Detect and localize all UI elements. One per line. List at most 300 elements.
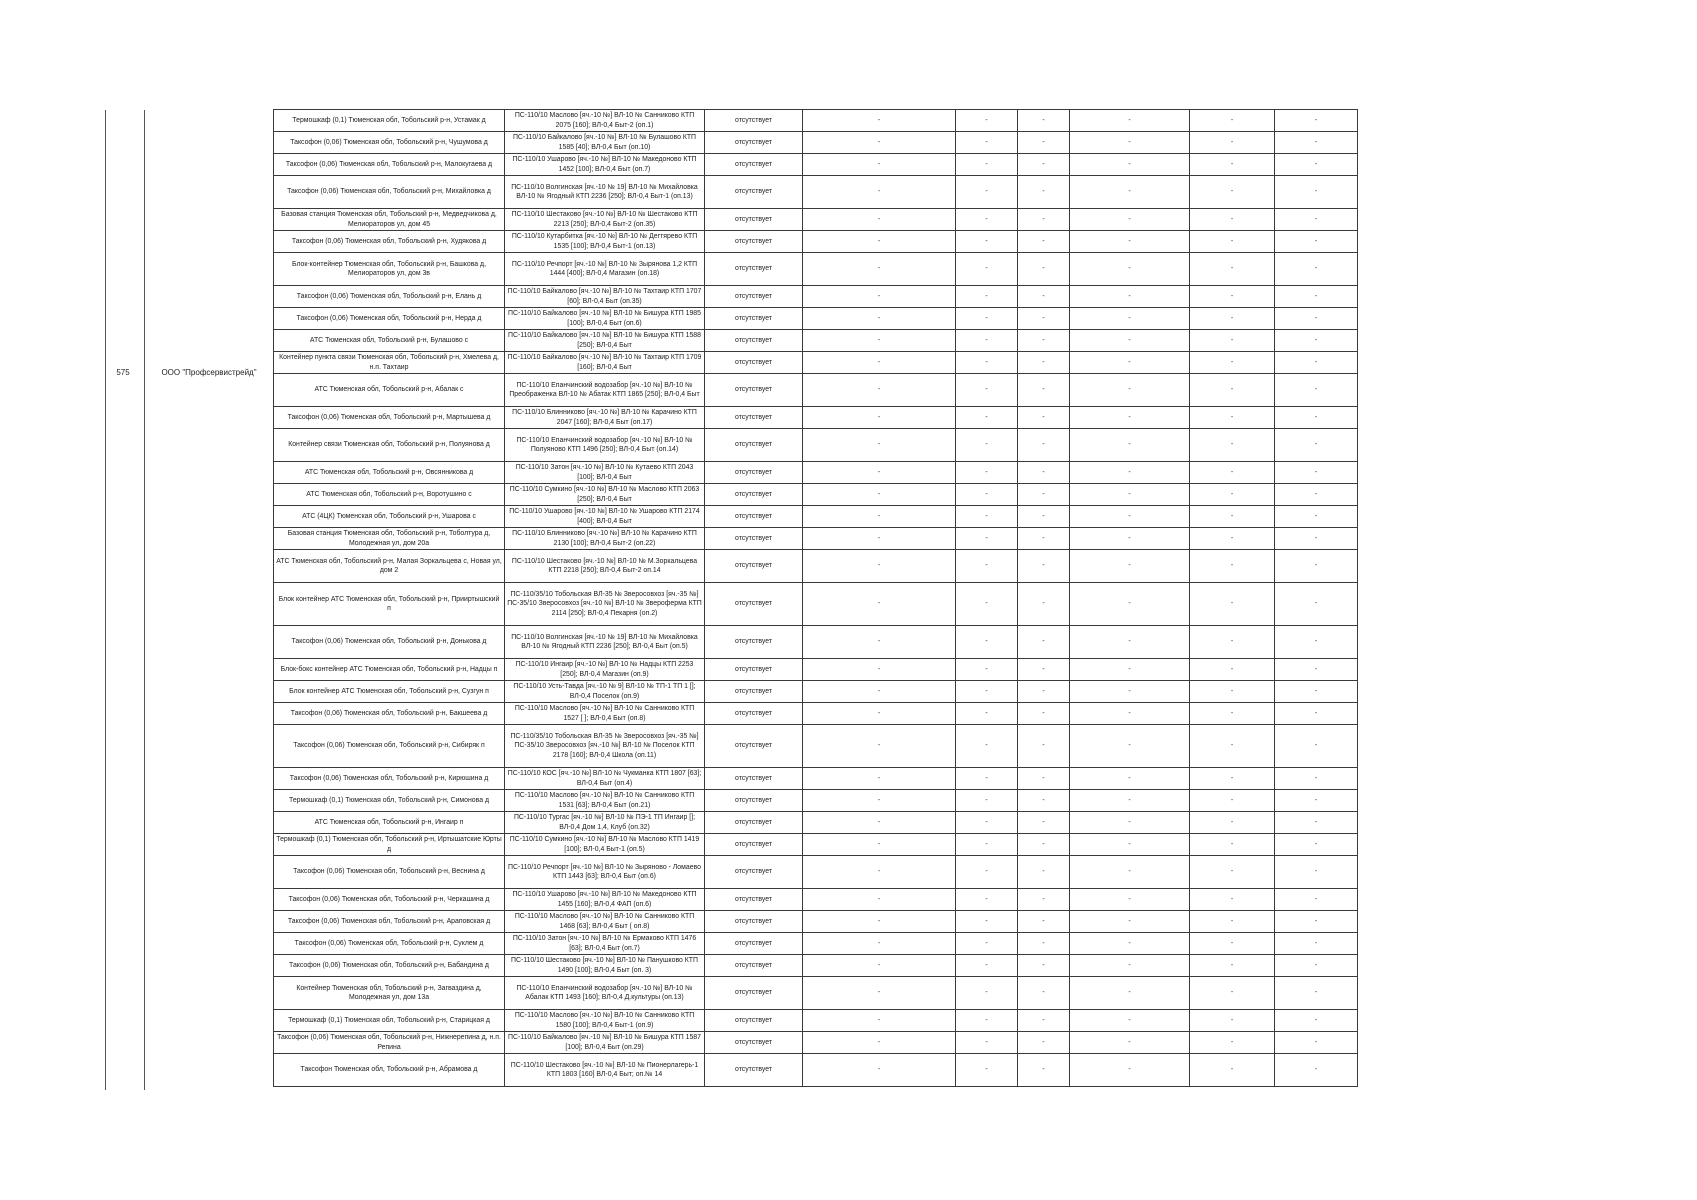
dash-cell: - bbox=[1275, 462, 1358, 484]
table-row bbox=[274, 209, 1358, 231]
table-row bbox=[274, 132, 1358, 154]
dash-cell: - bbox=[956, 768, 1018, 790]
status-cell: отсутствует bbox=[705, 790, 803, 812]
dash-cell: - bbox=[1018, 933, 1070, 955]
dash-cell: - bbox=[1190, 583, 1275, 626]
dash-cell: - bbox=[956, 1010, 1018, 1032]
status-cell: отсутствует bbox=[705, 933, 803, 955]
dash-cell: - bbox=[956, 253, 1018, 286]
dash-cell: - bbox=[1070, 834, 1190, 856]
connection-cell: ПС-110/10 Маслово [яч.-10 №] ВЛ-10 № Санниково КТП 1580 [100]; ВЛ-0,4 Быт-1 (оп.9) bbox=[505, 1010, 705, 1032]
dash-cell: - bbox=[1070, 407, 1190, 429]
object-cell: Таксофон Тюменская обл, Тобольский р-н, Абрамова д bbox=[274, 1054, 505, 1087]
dash-cell: - bbox=[1275, 330, 1358, 352]
object-cell: Таксофон (0,06) Тюменская обл, Тобольский р-н, Чушумова д bbox=[274, 132, 505, 154]
dash-cell: - bbox=[1190, 352, 1275, 374]
dash-cell: - bbox=[1190, 703, 1275, 725]
dash-cell: - bbox=[1018, 506, 1070, 528]
dash-cell: - bbox=[1070, 856, 1190, 889]
dash-cell: - bbox=[1070, 176, 1190, 209]
object-cell: АТС Тюменская обл, Тобольский р-н, Абалак с bbox=[274, 374, 505, 407]
dash-cell: - bbox=[1018, 955, 1070, 977]
connection-cell: ПС-110/10 Затон [яч.-10 №] ВЛ-10 № Ермаково КТП 1476 [63]; ВЛ-0,4 Быт (оп.7) bbox=[505, 933, 705, 955]
dash-cell: - bbox=[1275, 528, 1358, 550]
connection-cell: ПС-110/10 Ушарово [яч.-10 №] ВЛ-10 № Македоново КТП 1452 [100]; ВЛ-0,4 Быт (оп.7) bbox=[505, 154, 705, 176]
status-cell: отсутствует bbox=[705, 429, 803, 462]
dash-cell: - bbox=[1018, 231, 1070, 253]
object-cell: Блок-контейнер Тюменская обл, Тобольский р-н, Башкова д, Мелиораторов ул, дом 3в bbox=[274, 253, 505, 286]
dash-cell: - bbox=[803, 1054, 956, 1087]
dash-cell: - bbox=[1070, 506, 1190, 528]
dash-cell: - bbox=[1190, 790, 1275, 812]
connection-cell: ПС-110/10 КОС [яч.-10 №] ВЛ-10 № Чукманка КТП 1807 [63]; ВЛ-0,4 Быт (оп.4) bbox=[505, 768, 705, 790]
dash-cell: - bbox=[956, 889, 1018, 911]
dash-cell: - bbox=[1275, 977, 1358, 1010]
dash-cell: - bbox=[1275, 209, 1358, 231]
connection-cell: ПС-110/10 Ушарово [яч.-10 №] ВЛ-10 № Ушарово КТП 2174 [400]; ВЛ-0,4 Быт bbox=[505, 506, 705, 528]
dash-cell: - bbox=[1190, 110, 1275, 132]
dash-cell: - bbox=[1275, 1032, 1358, 1054]
status-cell: отсутствует bbox=[705, 308, 803, 330]
status-cell: отсутствует bbox=[705, 286, 803, 308]
object-cell: Таксофон (0,06) Тюменская обл, Тобольский р-н, Суклем д bbox=[274, 933, 505, 955]
connection-cell: ПС-110/10 Байкалово [яч.-10 №] ВЛ-10 № Тахтаир КТП 1709 [160]; ВЛ-0,4 Быт bbox=[505, 352, 705, 374]
dash-cell: - bbox=[1070, 330, 1190, 352]
status-cell: отсутствует bbox=[705, 583, 803, 626]
dash-cell: - bbox=[1070, 484, 1190, 506]
dash-cell: - bbox=[956, 286, 1018, 308]
dash-cell: - bbox=[1190, 889, 1275, 911]
dash-cell: - bbox=[803, 308, 956, 330]
dash-cell: - bbox=[1018, 528, 1070, 550]
connection-cell: ПС-110/10 Шестаково [яч.-10 №] ВЛ-10 № Пионерлагерь-1 КТП 1803 [160] ВЛ-0,4 Быт; оп.№ 14 bbox=[505, 1054, 705, 1087]
dash-cell: - bbox=[1190, 626, 1275, 659]
status-cell: отсутствует bbox=[705, 484, 803, 506]
dash-cell: - bbox=[1190, 506, 1275, 528]
dash-cell: - bbox=[1275, 790, 1358, 812]
table-row bbox=[274, 429, 1358, 462]
dash-cell: - bbox=[1190, 1032, 1275, 1054]
status-cell: отсутствует bbox=[705, 176, 803, 209]
dash-cell: - bbox=[956, 583, 1018, 626]
connection-cell: ПС-110/10 Кутарбитка [яч.-10 №] ВЛ-10 № Дегтярево КТП 1535 [100]; ВЛ-0,4 Быт-1 (оп.13) bbox=[505, 231, 705, 253]
dash-cell: - bbox=[956, 132, 1018, 154]
dash-cell: - bbox=[1190, 253, 1275, 286]
dash-cell: - bbox=[1275, 286, 1358, 308]
connection-cell: ПС-110/10 Байкалово [яч.-10 №] ВЛ-10 № Бишура КТП 1587 [100]; ВЛ-0,4 Быт (оп.29) bbox=[505, 1032, 705, 1054]
dash-cell: - bbox=[956, 955, 1018, 977]
dash-cell: - bbox=[1275, 132, 1358, 154]
dash-cell: - bbox=[956, 1054, 1018, 1087]
dash-cell: - bbox=[1275, 703, 1358, 725]
status-cell: отсутствует bbox=[705, 911, 803, 933]
dash-cell: - bbox=[1190, 176, 1275, 209]
dash-cell: - bbox=[1275, 374, 1358, 407]
dash-cell: - bbox=[956, 659, 1018, 681]
dash-cell: - bbox=[956, 176, 1018, 209]
dash-cell: - bbox=[803, 528, 956, 550]
connection-cell: ПС-110/10 Байкалово [яч.-10 №] ВЛ-10 № Булашово КТП 1585 [40]; ВЛ-0,4 Быт (оп.10) bbox=[505, 132, 705, 154]
dash-cell: - bbox=[1275, 352, 1358, 374]
dash-cell: - bbox=[803, 506, 956, 528]
status-cell: отсутствует bbox=[705, 1032, 803, 1054]
dash-cell: - bbox=[1190, 725, 1275, 768]
dash-cell: - bbox=[956, 933, 1018, 955]
dash-cell: - bbox=[1190, 550, 1275, 583]
connection-cell: ПС-110/10 Волгинская [яч.-10 № 19] ВЛ-10 № Михайловка ВЛ-10 № Ягодный КТП 2236 [250]; ВЛ-0,4 Быт-1 (оп.13) bbox=[505, 176, 705, 209]
table-row bbox=[274, 768, 1358, 790]
dash-cell: - bbox=[1275, 407, 1358, 429]
status-cell: отсутствует bbox=[705, 550, 803, 583]
dash-cell: - bbox=[1070, 583, 1190, 626]
dash-cell: - bbox=[1275, 583, 1358, 626]
table-row bbox=[274, 484, 1358, 506]
dash-cell: - bbox=[1070, 429, 1190, 462]
dash-cell: - bbox=[956, 308, 1018, 330]
connection-cell: ПС-110/10 Шестаково [яч.-10 №] ВЛ-10 № М.Зоркальцева КТП 2218 [250]; ВЛ-0,4 Быт-2 оп.14 bbox=[505, 550, 705, 583]
dash-cell: - bbox=[1070, 790, 1190, 812]
dash-cell: - bbox=[956, 352, 1018, 374]
dash-cell: - bbox=[1018, 977, 1070, 1010]
status-cell: отсутствует bbox=[705, 352, 803, 374]
status-cell: отсутствует bbox=[705, 462, 803, 484]
table-row bbox=[274, 352, 1358, 374]
dash-cell: - bbox=[1018, 110, 1070, 132]
connection-cell: ПС-110/10 Байкалово [яч.-10 №] ВЛ-10 № Бишура КТП 1985 [100]; ВЛ-0,4 Быт (оп.6) bbox=[505, 308, 705, 330]
dash-cell: - bbox=[956, 703, 1018, 725]
dash-cell: - bbox=[1070, 703, 1190, 725]
dash-cell: - bbox=[956, 1032, 1018, 1054]
object-cell: Контейнер связи Тюменская обл, Тобольский р-н, Полуянова д bbox=[274, 429, 505, 462]
status-cell: отсутствует bbox=[705, 889, 803, 911]
object-cell: Таксофон (0,06) Тюменская обл, Тобольский р-н, Донькова д bbox=[274, 626, 505, 659]
dash-cell: - bbox=[803, 1010, 956, 1032]
dash-cell: - bbox=[1070, 933, 1190, 955]
table-row bbox=[274, 790, 1358, 812]
status-cell: отсутствует bbox=[705, 856, 803, 889]
dash-cell: - bbox=[1070, 659, 1190, 681]
dash-cell: - bbox=[956, 484, 1018, 506]
dash-cell: - bbox=[956, 154, 1018, 176]
connection-cell: ПС-110/10 Маслово [яч.-10 №] ВЛ-10 № Санниково КТП 1468 [63]; ВЛ-0,4 Быт ( оп.8) bbox=[505, 911, 705, 933]
dash-cell: - bbox=[1275, 856, 1358, 889]
object-cell: Термошкаф (0,1) Тюменская обл, Тобольский р-н, Симонова д bbox=[274, 790, 505, 812]
object-cell: Таксофон (0,06) Тюменская обл, Тобольский р-н, Нерда д bbox=[274, 308, 505, 330]
dash-cell: - bbox=[1018, 1010, 1070, 1032]
dash-cell: - bbox=[1190, 1010, 1275, 1032]
dash-cell: - bbox=[956, 330, 1018, 352]
dash-cell: - bbox=[1018, 253, 1070, 286]
status-cell: отсутствует bbox=[705, 977, 803, 1010]
dash-cell: - bbox=[803, 703, 956, 725]
object-cell: Таксофон (0,06) Тюменская обл, Тобольский р-н, Бабандина д bbox=[274, 955, 505, 977]
dash-cell: - bbox=[803, 231, 956, 253]
dash-cell: - bbox=[803, 889, 956, 911]
status-cell: отсутствует bbox=[705, 132, 803, 154]
dash-cell: - bbox=[1070, 462, 1190, 484]
table-row bbox=[274, 834, 1358, 856]
dash-cell: - bbox=[1275, 484, 1358, 506]
dash-cell: - bbox=[956, 462, 1018, 484]
status-cell: отсутствует bbox=[705, 812, 803, 834]
organization-name: ООО "Профсервистрейд" bbox=[161, 368, 257, 377]
dash-cell: - bbox=[1018, 834, 1070, 856]
dash-cell: - bbox=[1018, 154, 1070, 176]
dash-cell: - bbox=[1070, 286, 1190, 308]
dash-cell: - bbox=[956, 231, 1018, 253]
table-row bbox=[274, 703, 1358, 725]
connection-cell: ПС-110/10 Епанчинский водозабор [яч.-10 №] ВЛ-10 № Абалак КТП 1493 [160]; ВЛ-0,4 Д.культуры (оп.13) bbox=[505, 977, 705, 1010]
dash-cell: - bbox=[1070, 768, 1190, 790]
table-row bbox=[274, 1010, 1358, 1032]
left-border-line bbox=[105, 110, 106, 1090]
dash-cell: - bbox=[1190, 429, 1275, 462]
dash-cell: - bbox=[1190, 528, 1275, 550]
dash-cell: - bbox=[803, 286, 956, 308]
dash-cell: - bbox=[1070, 110, 1190, 132]
dash-cell: - bbox=[1190, 856, 1275, 889]
object-cell: Таксофон (0,06) Тюменская обл, Тобольский р-н, Мартышева д bbox=[274, 407, 505, 429]
dash-cell: - bbox=[956, 911, 1018, 933]
dash-cell: - bbox=[803, 132, 956, 154]
object-cell: Таксофон (0,06) Тюменская обл, Тобольский р-н, Сибиряк п bbox=[274, 725, 505, 768]
connection-cell: ПС-110/10 Сумкино [яч.-10 №] ВЛ-10 № Маслово КТП 1419 [100]; ВЛ-0,4 Быт-1 (оп.5) bbox=[505, 834, 705, 856]
dash-cell: - bbox=[803, 429, 956, 462]
dash-cell: - bbox=[803, 834, 956, 856]
dash-cell: - bbox=[1275, 812, 1358, 834]
dash-cell: - bbox=[1190, 132, 1275, 154]
dash-cell: - bbox=[1275, 955, 1358, 977]
object-cell: АТС Тюменская обл, Тобольский р-н, Булашово с bbox=[274, 330, 505, 352]
dash-cell: - bbox=[1070, 725, 1190, 768]
connection-cell: ПС-110/10 Байкалово [яч.-10 №] ВЛ-10 № Бишура КТП 1588 [250]; ВЛ-0,4 Быт bbox=[505, 330, 705, 352]
object-cell: Таксофон (0,06) Тюменская обл, Тобольский р-н, Михайловка д bbox=[274, 176, 505, 209]
connection-cell: ПС-110/10 Тургас [яч.-10 №] ВЛ-10 № ПЭ-1 ТП Ингаир []; ВЛ-0,4 Дом 1,4, Клуб (оп.32) bbox=[505, 812, 705, 834]
connection-cell: ПС-110/10 Речпорт [яч.-10 №] ВЛ-10 № Зыряново - Ломаево КТП 1443 [63]; ВЛ-0,4 Быт (оп.6) bbox=[505, 856, 705, 889]
object-cell: Таксофон (0,06) Тюменская обл, Тобольский р-н, Худякова д bbox=[274, 231, 505, 253]
table-row bbox=[274, 1054, 1358, 1087]
dash-cell: - bbox=[1275, 725, 1358, 768]
table-row bbox=[274, 1032, 1358, 1054]
objects-table bbox=[273, 109, 1358, 1087]
dash-cell: - bbox=[1018, 330, 1070, 352]
status-cell: отсутствует bbox=[705, 834, 803, 856]
status-cell: отсутствует bbox=[705, 768, 803, 790]
dash-cell: - bbox=[1070, 154, 1190, 176]
status-cell: отсутствует bbox=[705, 1054, 803, 1087]
dash-cell: - bbox=[1018, 911, 1070, 933]
dash-cell: - bbox=[1190, 955, 1275, 977]
dash-cell: - bbox=[1275, 834, 1358, 856]
dash-cell: - bbox=[1070, 889, 1190, 911]
dash-cell: - bbox=[803, 176, 956, 209]
table-row bbox=[274, 681, 1358, 703]
status-cell: отсутствует bbox=[705, 1010, 803, 1032]
table-row bbox=[274, 626, 1358, 659]
dash-cell: - bbox=[803, 374, 956, 407]
dash-cell: - bbox=[1275, 110, 1358, 132]
dash-cell: - bbox=[803, 209, 956, 231]
dash-cell: - bbox=[1190, 374, 1275, 407]
dash-cell: - bbox=[1070, 626, 1190, 659]
status-cell: отсутствует bbox=[705, 231, 803, 253]
object-cell: Таксофон (0,06) Тюменская обл, Тобольский р-н, Веснина д bbox=[274, 856, 505, 889]
object-cell: АТС Тюменская обл, Тобольский р-н, Воротушино с bbox=[274, 484, 505, 506]
dash-cell: - bbox=[956, 977, 1018, 1010]
object-cell: АТС Тюменская обл, Тобольский р-н, Овсянникова д bbox=[274, 462, 505, 484]
dash-cell: - bbox=[1190, 484, 1275, 506]
dash-cell: - bbox=[1275, 1010, 1358, 1032]
dash-cell: - bbox=[1190, 330, 1275, 352]
dash-cell: - bbox=[1190, 977, 1275, 1010]
dash-cell: - bbox=[803, 856, 956, 889]
dash-cell: - bbox=[803, 790, 956, 812]
dash-cell: - bbox=[956, 681, 1018, 703]
connection-cell: ПС-110/10 Блинниково [яч.-10 №] ВЛ-10 № Карачино КТП 2130 [100]; ВЛ-0,4 Быт-2 (оп.22) bbox=[505, 528, 705, 550]
table-row bbox=[274, 374, 1358, 407]
dash-cell: - bbox=[1070, 308, 1190, 330]
dash-cell: - bbox=[1190, 308, 1275, 330]
dash-cell: - bbox=[956, 528, 1018, 550]
dash-cell: - bbox=[1018, 374, 1070, 407]
row-number: 575 bbox=[116, 368, 130, 377]
table-row bbox=[274, 110, 1358, 132]
dash-cell: - bbox=[1275, 889, 1358, 911]
dash-cell: - bbox=[1275, 550, 1358, 583]
dash-cell: - bbox=[1275, 253, 1358, 286]
dash-cell: - bbox=[1275, 681, 1358, 703]
dash-cell: - bbox=[803, 725, 956, 768]
object-cell: Блок-бокс контейнер АТС Тюменская обл, Тобольский р-н, Надцы п bbox=[274, 659, 505, 681]
dash-cell: - bbox=[1070, 1054, 1190, 1087]
table-row bbox=[274, 308, 1358, 330]
status-cell: отсутствует bbox=[705, 110, 803, 132]
table-row bbox=[274, 154, 1358, 176]
dash-cell: - bbox=[956, 790, 1018, 812]
dash-cell: - bbox=[1275, 154, 1358, 176]
table-row bbox=[274, 583, 1358, 626]
connection-cell: ПС-110/10 Маслово [яч.-10 №] ВЛ-10 № Санниково КТП 2075 [160]; ВЛ-0,4 Быт-2 (оп.1) bbox=[505, 110, 705, 132]
object-cell: Таксофон (0,06) Тюменская обл, Тобольский р-н, Черкашина д bbox=[274, 889, 505, 911]
dash-cell: - bbox=[803, 550, 956, 583]
dash-cell: - bbox=[1018, 484, 1070, 506]
status-cell: отсутствует bbox=[705, 703, 803, 725]
dash-cell: - bbox=[1070, 231, 1190, 253]
dash-cell: - bbox=[803, 626, 956, 659]
connection-cell: ПС-110/10 Блинниково [яч.-10 №] ВЛ-10 № Карачино КТП 2047 [160]; ВЛ-0,4 Быт (оп.17) bbox=[505, 407, 705, 429]
table-row bbox=[274, 550, 1358, 583]
table-row bbox=[274, 812, 1358, 834]
object-cell: АТС Тюменская обл, Тобольский р-н, Ингаир п bbox=[274, 812, 505, 834]
dash-cell: - bbox=[956, 209, 1018, 231]
left-column-divider bbox=[144, 110, 145, 1090]
dash-cell: - bbox=[1070, 528, 1190, 550]
dash-cell: - bbox=[956, 407, 1018, 429]
status-cell: отсутствует bbox=[705, 955, 803, 977]
dash-cell: - bbox=[1018, 462, 1070, 484]
dash-cell: - bbox=[1190, 933, 1275, 955]
dash-cell: - bbox=[1018, 429, 1070, 462]
object-cell: Термошкаф (0,1) Тюменская обл, Тобольский р-н, Иртышатские Юрты д bbox=[274, 834, 505, 856]
dash-cell: - bbox=[1275, 308, 1358, 330]
dash-cell: - bbox=[803, 407, 956, 429]
dash-cell: - bbox=[1190, 462, 1275, 484]
status-cell: отсутствует bbox=[705, 330, 803, 352]
dash-cell: - bbox=[1275, 768, 1358, 790]
dash-cell: - bbox=[803, 110, 956, 132]
connection-cell: ПС-110/10 Маслово [яч.-10 №] ВЛ-10 № Санниково КТП 1531 [63]; ВЛ-0,4 Быт (оп.21) bbox=[505, 790, 705, 812]
table-row bbox=[274, 231, 1358, 253]
dash-cell: - bbox=[803, 1032, 956, 1054]
dash-cell: - bbox=[1190, 681, 1275, 703]
connection-cell: ПС-110/10 Ушарово [яч.-10 №] ВЛ-10 № Македоново КТП 1455 [160]; ВЛ-0,4 ФАП (оп.6) bbox=[505, 889, 705, 911]
dash-cell: - bbox=[1275, 933, 1358, 955]
object-cell: Блок контейнер АТС Тюменская обл, Тобольский р-н, Сузгун п bbox=[274, 681, 505, 703]
connection-cell: ПС-110/10 Маслово [яч.-10 №] ВЛ-10 № Санниково КТП 1527 [ ]; ВЛ-0,4 Быт (оп.8) bbox=[505, 703, 705, 725]
dash-cell: - bbox=[1070, 812, 1190, 834]
connection-cell: ПС-110/35/10 Тобольская ВЛ-35 № Зверосовхоз [яч.-35 №] ПС-35/10 Зверосовхоз [яч.-10 №] ВЛ-10 № Звероферма КТП 2114 [250]; ВЛ-0,4 Пекарня (оп.2) bbox=[505, 583, 705, 626]
dash-cell: - bbox=[803, 681, 956, 703]
dash-cell: - bbox=[803, 768, 956, 790]
status-cell: отсутствует bbox=[705, 154, 803, 176]
table-row bbox=[274, 725, 1358, 768]
status-cell: отсутствует bbox=[705, 528, 803, 550]
dash-cell: - bbox=[1018, 856, 1070, 889]
table-row bbox=[274, 889, 1358, 911]
dash-cell: - bbox=[1018, 176, 1070, 209]
dash-cell: - bbox=[1275, 659, 1358, 681]
object-cell: АТС Тюменская обл, Тобольский р-н, Малая Зоркальцева с, Новая ул, дом 2 bbox=[274, 550, 505, 583]
connection-cell: ПС-110/10 Усть-Тавда [яч.-10 № 9] ВЛ-10 № ТП-1 ТП 1 []; ВЛ-0,4 Поселок (оп.9) bbox=[505, 681, 705, 703]
connection-cell: ПС-110/10 Шестаково [яч.-10 №] ВЛ-10 № Шестаково КТП 2213 [250]; ВЛ-0,4 Быт-2 (оп.35) bbox=[505, 209, 705, 231]
table-row bbox=[274, 176, 1358, 209]
table-row bbox=[274, 528, 1358, 550]
dash-cell: - bbox=[1018, 1054, 1070, 1087]
object-cell: Контейнер Тюменская обл, Тобольский р-н, Загваздина д, Молодежная ул, дом 13а bbox=[274, 977, 505, 1010]
dash-cell: - bbox=[803, 933, 956, 955]
dash-cell: - bbox=[1070, 209, 1190, 231]
dash-cell: - bbox=[1018, 308, 1070, 330]
dash-cell: - bbox=[803, 484, 956, 506]
table-row bbox=[274, 462, 1358, 484]
connection-cell: ПС-110/10 Речпорт [яч.-10 №] ВЛ-10 № Зырянова 1,2 КТП 1444 [400]; ВЛ-0,4 Магазин (оп.18) bbox=[505, 253, 705, 286]
dash-cell: - bbox=[1018, 286, 1070, 308]
dash-cell: - bbox=[956, 834, 1018, 856]
table-row bbox=[274, 955, 1358, 977]
object-cell: Таксофон (0,06) Тюменская обл, Тобольский р-н, Елань д bbox=[274, 286, 505, 308]
object-cell: АТС (4ЦК) Тюменская обл, Тобольский р-н, Ушарова с bbox=[274, 506, 505, 528]
dash-cell: - bbox=[1070, 1010, 1190, 1032]
table-row bbox=[274, 977, 1358, 1010]
dash-cell: - bbox=[1070, 681, 1190, 703]
table-row bbox=[274, 659, 1358, 681]
dash-cell: - bbox=[1275, 626, 1358, 659]
table-row bbox=[274, 330, 1358, 352]
table-row bbox=[274, 933, 1358, 955]
dash-cell: - bbox=[803, 955, 956, 977]
dash-cell: - bbox=[1018, 790, 1070, 812]
dash-cell: - bbox=[1018, 407, 1070, 429]
object-cell: Таксофон (0,06) Тюменская обл, Тобольский р-н, Кирюшина д bbox=[274, 768, 505, 790]
table-row bbox=[274, 286, 1358, 308]
table-row bbox=[274, 506, 1358, 528]
dash-cell: - bbox=[803, 659, 956, 681]
dash-cell: - bbox=[1018, 583, 1070, 626]
connection-cell: ПС-110/35/10 Тобольская ВЛ-35 № Зверосовхоз [яч.-35 №] ПС-35/10 Зверосовхоз [яч.-10 №] ВЛ-10 № Поселок КТП 2178 [160]; ВЛ-0,4 Школа (оп.11) bbox=[505, 725, 705, 768]
dash-cell: - bbox=[803, 462, 956, 484]
dash-cell: - bbox=[956, 626, 1018, 659]
object-cell: Базовая станция Тюменская обл, Тобольский р-н, Медведчикова д, Мелиораторов ул, дом 45 bbox=[274, 209, 505, 231]
